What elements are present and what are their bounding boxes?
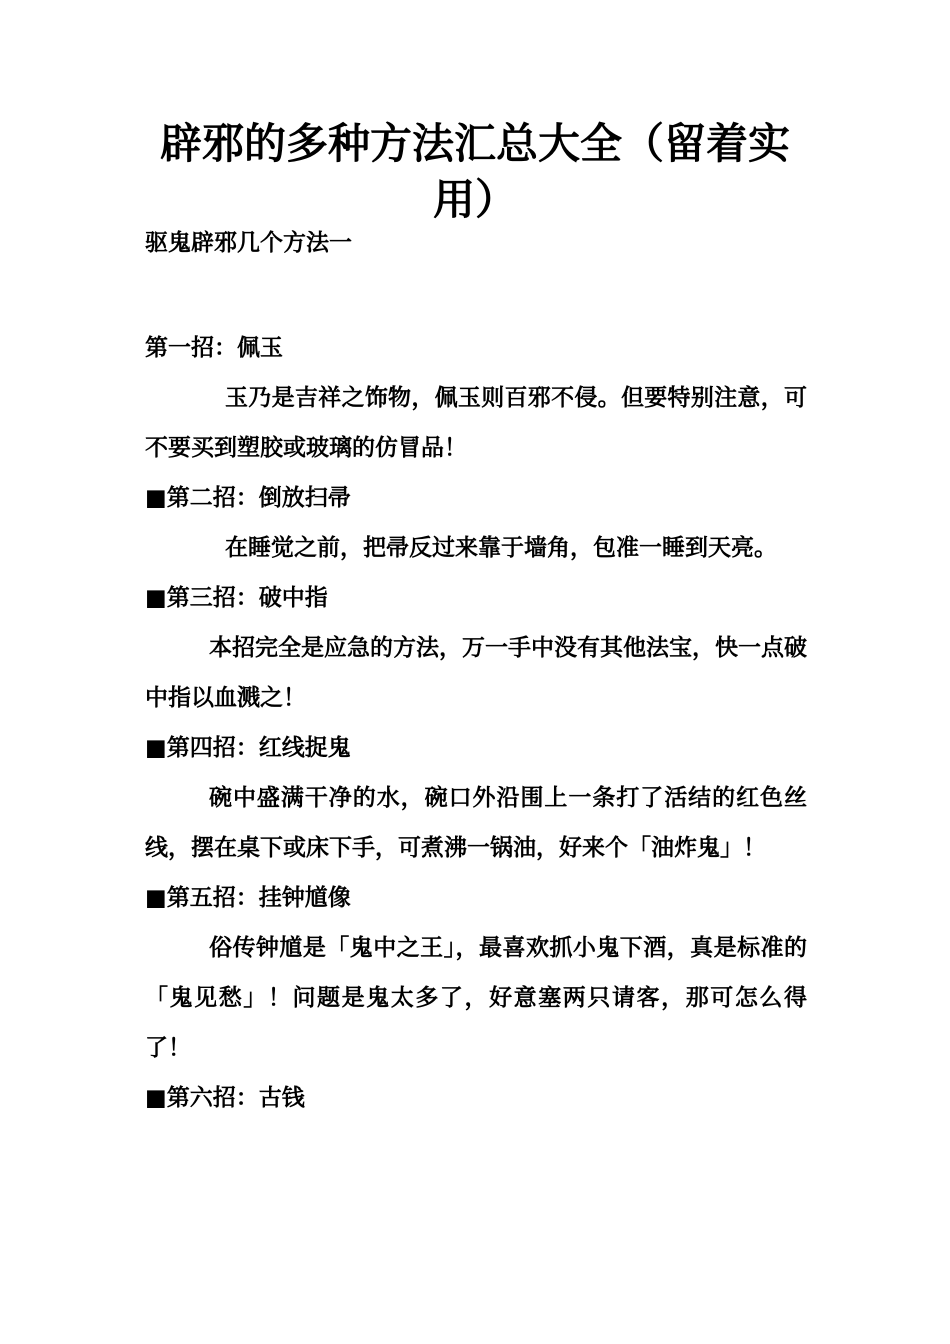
section-body-2: 在睡觉之前，把帚反过来靠于墙角，包准一睡到天亮。 (225, 534, 777, 561)
section-body-4: 碗中盛满干净的水，碗口外沿围上一条打了活结的红色丝线，摆在桌下或床下手，可煮沸一锅油，好来个「油炸鬼」！ (145, 784, 807, 861)
section-heading-3: ■第三招：破中指 (145, 584, 328, 611)
section-body-3: 本招完全是应急的方法，万一手中没有其他法宝，快一点破中指以血溅之！ (145, 634, 807, 711)
section-heading-6: ■第六招：古钱 (145, 1084, 305, 1111)
section-heading-5: ■第五招：挂钟馗像 (145, 884, 351, 911)
section-body-1: 玉乃是吉祥之饰物，佩玉则百邪不侵。但要特别注意，可不要买到塑胶或玻璃的仿冒品！ (145, 384, 807, 461)
section-heading-4: ■第四招：红线捉鬼 (145, 734, 351, 761)
document-subtitle: 驱鬼辟邪几个方法一 (145, 229, 352, 256)
document-body (145, 323, 807, 1123)
section-heading-2: ■第二招：倒放扫帚 (145, 484, 351, 511)
section-body-5: 俗传钟馗是「鬼中之王」，最喜欢抓小鬼下酒，真是标准的「鬼见愁」！问题是鬼太多了，好意塞两只请客，那可怎么得了！ (145, 934, 807, 1061)
document-title: 辟邪的多种方法汇总大全（留着实用） (159, 119, 790, 224)
section-heading-1: 第一招：佩玉 (145, 334, 283, 361)
